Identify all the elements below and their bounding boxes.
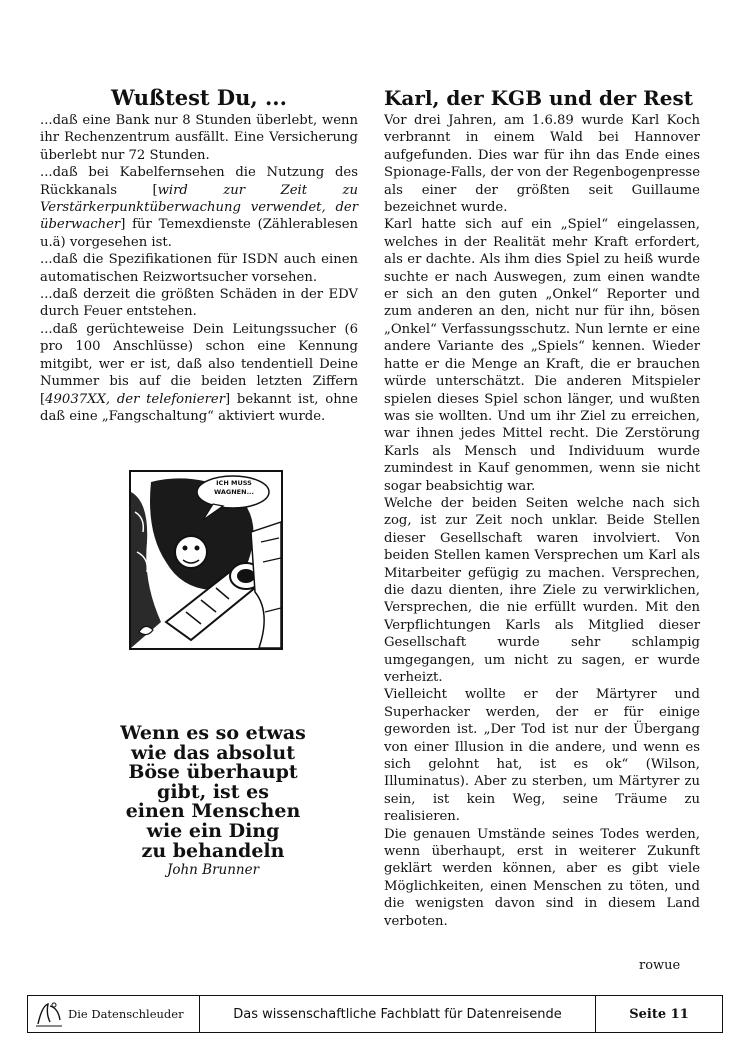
comic-illustration (129, 470, 283, 650)
comic-drawing (131, 472, 281, 648)
quote-author: John Brunner (166, 862, 260, 879)
quote-line: zu behandeln (141, 839, 285, 862)
comic-speech-line-1: ICH MUSS (216, 479, 252, 487)
page-number: Seite 11 (629, 1006, 689, 1022)
right-column (384, 86, 700, 930)
left-article-title: Wußtest Du, ... (111, 85, 287, 110)
right-article-title: Karl, der KGB und der Rest (384, 86, 694, 110)
footer-logo-text: Die Datenschleuder (68, 1007, 184, 1021)
left-paragraph-2 (40, 164, 358, 251)
comic-speech-bubble-text (207, 479, 261, 497)
quote-line: gibt, ist es (157, 780, 269, 803)
left-paragraph-1: ...daß eine Bank nur 8 Stunden überlebt, wenn ihr Rechenzentrum ausfällt. Eine Versicherung überlebt nur 72 Stunden. (40, 113, 358, 163)
left-paragraph-4: ...daß derzeit die größten Schäden in der EDV durch Feuer entstehen. (40, 287, 358, 320)
quote-line: Wenn es so etwas (120, 722, 306, 744)
quote-line: wie ein Ding (146, 819, 280, 842)
left-paragraph-5-end: ] bekannt ist, ohne daß eine „Fangschaltung“ aktiviert wurde. (40, 391, 358, 424)
page-footer (27, 995, 723, 1033)
author-signature: rowue (639, 958, 681, 973)
datenschleuder-logo-icon (34, 1000, 64, 1028)
left-paragraph-5 (40, 321, 358, 425)
quote-line: einen Menschen (125, 800, 301, 823)
left-paragraph-5-start: ...daß gerüchteweise Dein Leitungssucher (6 pro 100 Anschlüsse) schon eine Kennung mitgibt, wer er ist, daß also tendentiell Deine Nummer bis auf die beiden letzten Ziffern [ (40, 321, 358, 407)
comic-speech-line-2: WAGNEN... (214, 488, 254, 496)
right-paragraph-1: Vor drei Jahren, am 1.6.89 wurde Karl Koch verbrannt in einem Wald bei Hannover aufgefunden. Dies war für ihn das Ende eines Spionage-Falls, der von der Regenbogenpresse als einer der größten seit Guillaume bezeichnet wurde. (384, 113, 700, 216)
left-column (40, 86, 358, 425)
right-paragraph-4: Vielleicht wollte er der Märtyrer und Superhacker werden, der er für einige geworden ist. „Der Tod ist nur der Übergang von einer Illusion in die andere, und wenn es sich gelohnt hat, ist es ok“ (Wilson, Illuminatus). Aber zu sterben, um Märtyrer zu sein, ist kein Weg, seine Träume zu realisieren. (384, 687, 700, 825)
footer-logo-cell (28, 996, 200, 1032)
right-paragraph-2: Karl hatte sich auf ein „Spiel“ eingelassen, welches in der Realität mehr Kraft erfordert, als er dachte. Als ihm dies Spiel zu heiß wurde suchte er nach Auswegen, zum einen wandte er sich an den guten „Onkel“ Reporter und zum anderen an den, nicht nur für ihn, bösen „Onkel“ Verfassungsschutz. Nun lernte er eine andere Variante des „Spiels“ kennen. Wieder hatte er die Menge an Kraft, die er brauchen würde unterschätzt. Die anderen Mitspieler spielen dieses Spiel schon länger, und wußten was sie wollten. Und um ihr Ziel zu erreichen, war ihnen jedes Mittel recht. Die Zerstörung Karls als Mensch und Individuum wurde zumindest in Kauf genommen, wenn sie nicht sogar beabsichtig war. (384, 217, 700, 494)
left-paragraph-2-italic: wird zur Zeit zu Verstärkerpunktüberwachung verwendet, der überwacher (40, 182, 358, 233)
right-paragraph-5: Die genauen Umstände seines Todes werden, wenn überhaupt, erst in weiterer Zukunft geklärt werden können, aber es gibt viele Möglichkeiten, einen Menschen zu töten, und die wenigsten davon sind in diesem Land verboten. (384, 826, 700, 929)
quote-line: wie das absolut (131, 741, 295, 764)
left-paragraph-2-end: ] für Temexdienste (Zählerablesen u.ä) vorgesehen ist. (40, 217, 358, 250)
left-paragraph-2-start: ...daß bei Kabelfernsehen die Nutzung des Rückkanals [ (40, 165, 358, 198)
left-paragraph-5-italic: 49037XX, der telefonierer (45, 391, 225, 407)
quote-line: Böse überhaupt (128, 761, 298, 784)
left-paragraph-3: ...daß die Spezifikationen für ISDN auch einen automatischen Reizwortsucher vorsehen. (40, 252, 358, 285)
footer-tagline: Das wissenschaftliche Fachblatt für Datenreisende (200, 996, 596, 1032)
quote-block (100, 724, 326, 879)
right-paragraph-3: Welche der beiden Seiten welche nach sich zog, ist zur Zeit noch unklar. Beide Stellen dieser Gesellschaft waren involviert. Von beiden Stellen kamen Versprechen um Karl als Mitarbeiter gefügig zu machen. Versprechen, die dazu dienten, ihre Ziele zu verwirklichen, Versprechen, die nie erfüllt wurden. Mit den Verpflichtungen Karls als Mitglied dieser Gesellschaft wurde sehr schlampig umgegangen, um nicht zu sagen, er wurde verheizt. (384, 495, 700, 685)
